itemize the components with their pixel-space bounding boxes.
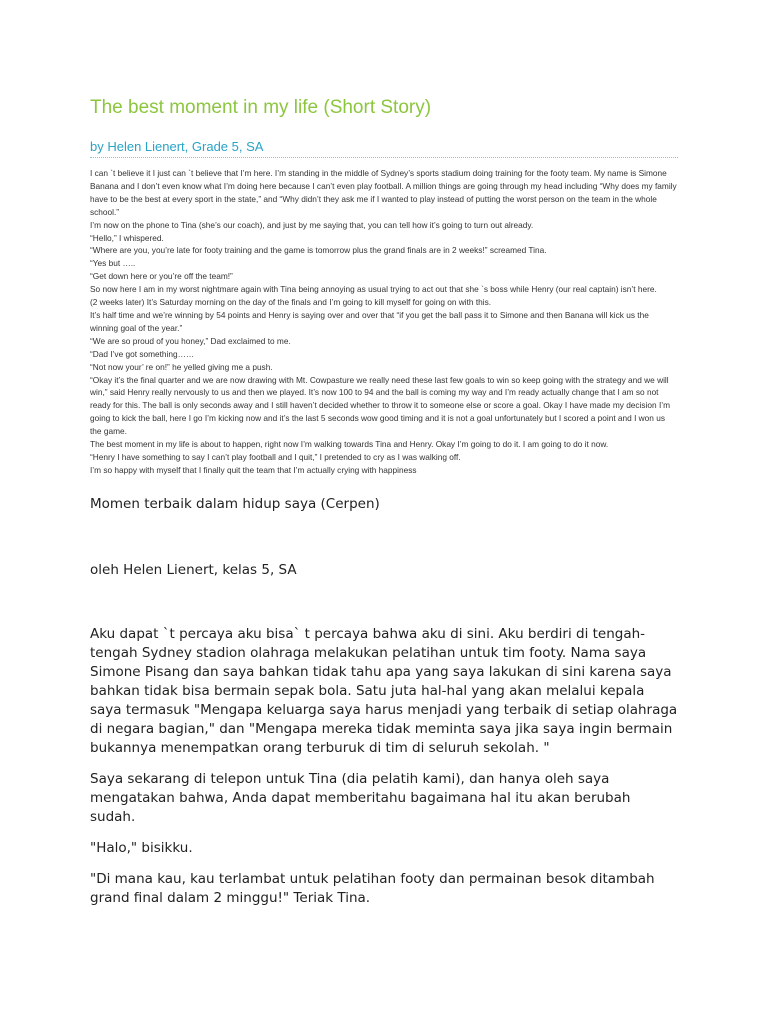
story-paragraph: “Get down here or you’re off the team!” [90,271,233,282]
story-paragraph: “Okay it’s the final quarter and we are now drawing with Mt. Cowpasture we really need these last few goals to win so keep going with the strategy and we will win,” said Henry really nervously to us and then we played. It’s now 100 to 94 and the ball is coming my way and I’m ready actually change that I am so not ready for this. The ball is only seconds away and I still haven’t decided whether to throw it to someone else or score a goal. Okay I have made my decision I’m going to kick the ball, here I go I’m kicking now and it’s the last 5 seconds wow good timing and it is not a goal unfortunately but I scored a point and I won us the game. [90,374,671,437]
story-paragraph: “Dad I’ve got something…… [90,348,195,359]
story-paragraph: I’m now on the phone to Tina (she’s our coach), and just by me saying that, you can tell how it’s going to turn out already. [90,219,534,230]
story-paragraph: “Henry I have something to say I can’t play football and I quit,” I pretended to cry as I was walking off. [90,451,461,462]
story-paragraph: “Not now your’ re on!” he yelled giving me a push. [90,361,273,372]
story-paragraph: It’s half time and we’re winning by 54 points and Henry is saying over and over that “if you get the ball pass it to Simone and then Banana will kick us the winning goal of the year.” [90,309,649,333]
story-paragraph: “Yes but ….. [90,258,136,269]
story-paragraph: (2 weeks later) It’s Saturday morning on the day of the finals and I’m going to kill myself for going on with this. [90,297,492,308]
translation-paragraph: Saya sekarang di telepon untuk Tina (dia pelatih kami), dan hanya oleh saya mengatakan bahwa, Anda dapat memberitahu bagaimana hal itu akan berubah sudah. [90,771,631,825]
dotted-divider [90,157,678,158]
translation-paragraph: "Di mana kau, kau terlambat untuk pelatihan footy dan permainan besok ditambah grand final dalam 2 minggu!" Teriak Tina. [90,871,655,906]
story-byline: by Helen Lienert, Grade 5, SA [90,139,264,154]
story-body [90,167,678,477]
story-paragraph: “We are so proud of you honey,” Dad exclaimed to me. [90,335,291,346]
story-paragraph: “Hello,” I whispered. [90,232,164,243]
translation-byline: oleh Helen Lienert, kelas 5, SA [90,562,297,578]
translation-paragraph: Aku dapat `t percaya aku bisa` t percaya bahwa aku di sini. Aku berdiri di tengah-tengah Sydney stadion olahraga melakukan pelatihan untuk tim footy. Nama saya Simone Pisang dan saya bahkan tidak tahu apa yang saya lakukan di sini karena saya bahkan tidak bisa bermain sepak bola. Satu juta hal-hal yang akan melalui kepala saya termasuk "Mengapa keluarga saya harus menjadi yang terbaik di setiap olahraga di negara bagian," dan "Mengapa mereka tidak meminta saya jika saya ingin bermain bukannya menempatkan orang terburuk di tim di seluruh sekolah. " [90,626,678,756]
story-paragraph: “Where are you, you’re late for footy training and the game is tomorrow plus the grand finals are in 2 weeks!” screamed Tina. [90,245,547,256]
translation-title: Momen terbaik dalam hidup saya (Cerpen) [90,496,380,512]
story-paragraph: So now here I am in my worst nightmare again with Tina being annoying as usual trying to act out that she `s boss while Henry (our real captain) isn’t here. [90,284,657,295]
story-title: The best moment in my life (Short Story) [90,97,432,118]
translation-body [90,625,680,920]
story-paragraph: The best moment in my life is about to happen, right now I’m walking towards Tina and Henry. Okay I’m going to do it. I am going to do it now. [90,439,609,450]
story-paragraph: I’m so happy with myself that I finally quit the team that I’m actually crying with happiness [90,464,417,475]
story-paragraph: I can `t believe it I just can `t believe that I’m here. I’m standing in the middle of Sydney’s sports stadium doing training for the footy team. My name is Simone Banana and I don’t even know what I’m doing here because I can’t even play football. A million things are going through my head including “Why does my family have to be the best at every sport in the state,” and “Why didn’t they ask me if I wanted to play instead of putting the worst person on the team in the whole school.” [90,168,677,217]
translation-paragraph: "Halo," bisikku. [90,840,193,856]
